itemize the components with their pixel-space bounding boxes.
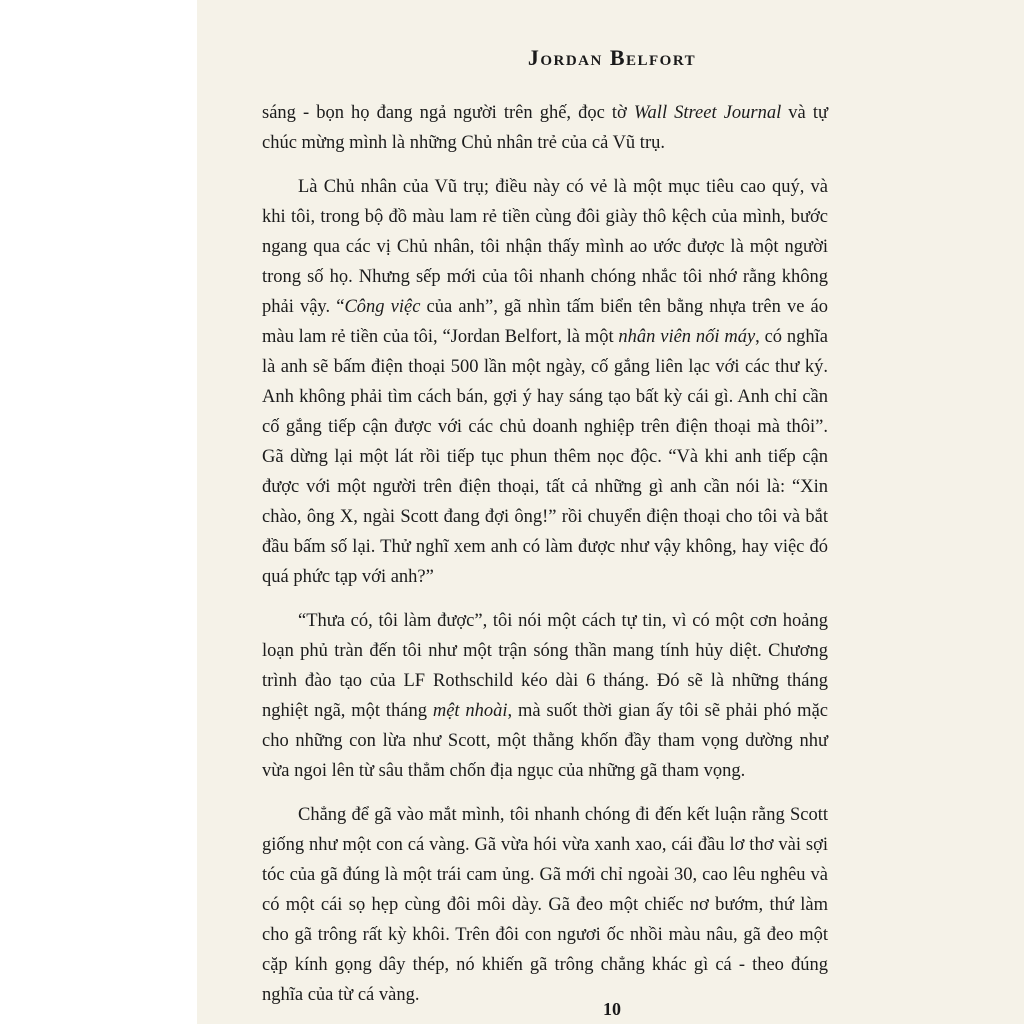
body-text bbox=[262, 98, 828, 1024]
text-run: , mà suốt thời gian ấy tôi sẽ phải phó mặc cho những con lừa như Scott, một thằng khốn đầy tham vọng dường như vừa ngoi lên từ sâu thẳm chốn địa ngục của những gã tham vọng. bbox=[262, 701, 828, 781]
text-run: Chẳng để gã vào mắt mình, tôi nhanh chóng đi đến kết luận rằng Scott giống như một con cá vàng. Gã vừa hói vừa xanh xao, cái đầu lơ thơ vài sợi tóc của gã đúng là một trái cam ủng. Gã mới chỉ ngoài 30, cao lêu nghêu và có một cái sọ hẹp cùng đôi môi dày. Gã đeo một chiếc nơ bướm, thứ làm cho gã trông rất kỳ khôi. Trên đôi con ngươi ốc nhồi màu nâu, gã đeo một cặp kính gọng dây thép, nó khiến gã trông chẳng khác gì cá - theo đúng nghĩa của từ cá vàng. bbox=[262, 805, 828, 1005]
book-page bbox=[197, 0, 1024, 1024]
text-run: của anh”, gã nhìn tấm biển tên bằng nhựa trên ve áo màu lam rẻ tiền của tôi, “Jordan Belfort, là một bbox=[262, 297, 828, 347]
running-head: Jordan Belfort bbox=[527, 45, 697, 70]
italic-run: nhân viên nối máy bbox=[618, 327, 756, 347]
text-run: , có nghĩa là anh sẽ bấm điện thoại 500 lần một ngày, cố gắng liên lạc với các thư ký. Anh không phải tìm cách bán, gợi ý hay sáng tạo bất kỳ cái gì. Anh chỉ cần cố gắng tiếp cận được với các chủ doanh nghiệp trên điện thoại mà thôi”. Gã dừng lại một lát rồi tiếp tục phun thêm nọc độc. “Và khi anh tiếp cận được với một người trên điện thoại, tất cả những gì anh cần nói là: “Xin chào, ông X, ngài Scott đang đợi ông!” rồi chuyển điện thoại cho tôi và bắt đầu bấm số lại. Thử nghĩ xem anh có làm được như vậy không, hay việc đó quá phức tạp với anh?” bbox=[262, 327, 828, 587]
italic-run: mệt nhoài bbox=[432, 701, 508, 721]
italic-run: Công việc bbox=[344, 297, 421, 317]
text-run: sáng - bọn họ đang ngả người trên ghế, đọc tờ bbox=[262, 103, 634, 123]
text-run: và tự chúc mừng mình là những Chủ nhân trẻ của cả Vũ trụ. bbox=[262, 103, 828, 153]
paragraph bbox=[262, 172, 828, 592]
page-number: 10 bbox=[603, 999, 621, 1019]
text-run: “Thưa có, tôi làm được”, tôi nói một cách tự tin, vì có một cơn hoảng loạn phủ tràn đến tôi như một trận sóng thần mang tính hủy diệt. Chương trình đào tạo của LF Rothschild kéo dài 6 tháng. Đó sẽ là những tháng nghiệt ngã, một tháng bbox=[262, 611, 828, 721]
text-run: Là Chủ nhân của Vũ trụ; điều này có vẻ là một mục tiêu cao quý, và khi tôi, trong bộ đồ màu lam rẻ tiền cùng đôi giày thô kệch của mình, bước ngang qua các vị Chủ nhân, tôi nhận thấy mình ao ước được là một người trong số họ. Nhưng sếp mới của tôi nhanh chóng nhắc tôi nhớ rằng không phải vậy. “ bbox=[262, 177, 828, 317]
paragraph bbox=[262, 606, 828, 786]
paragraph bbox=[262, 800, 828, 1010]
paragraph bbox=[262, 98, 828, 158]
italic-run: Wall Street Journal bbox=[633, 103, 782, 123]
